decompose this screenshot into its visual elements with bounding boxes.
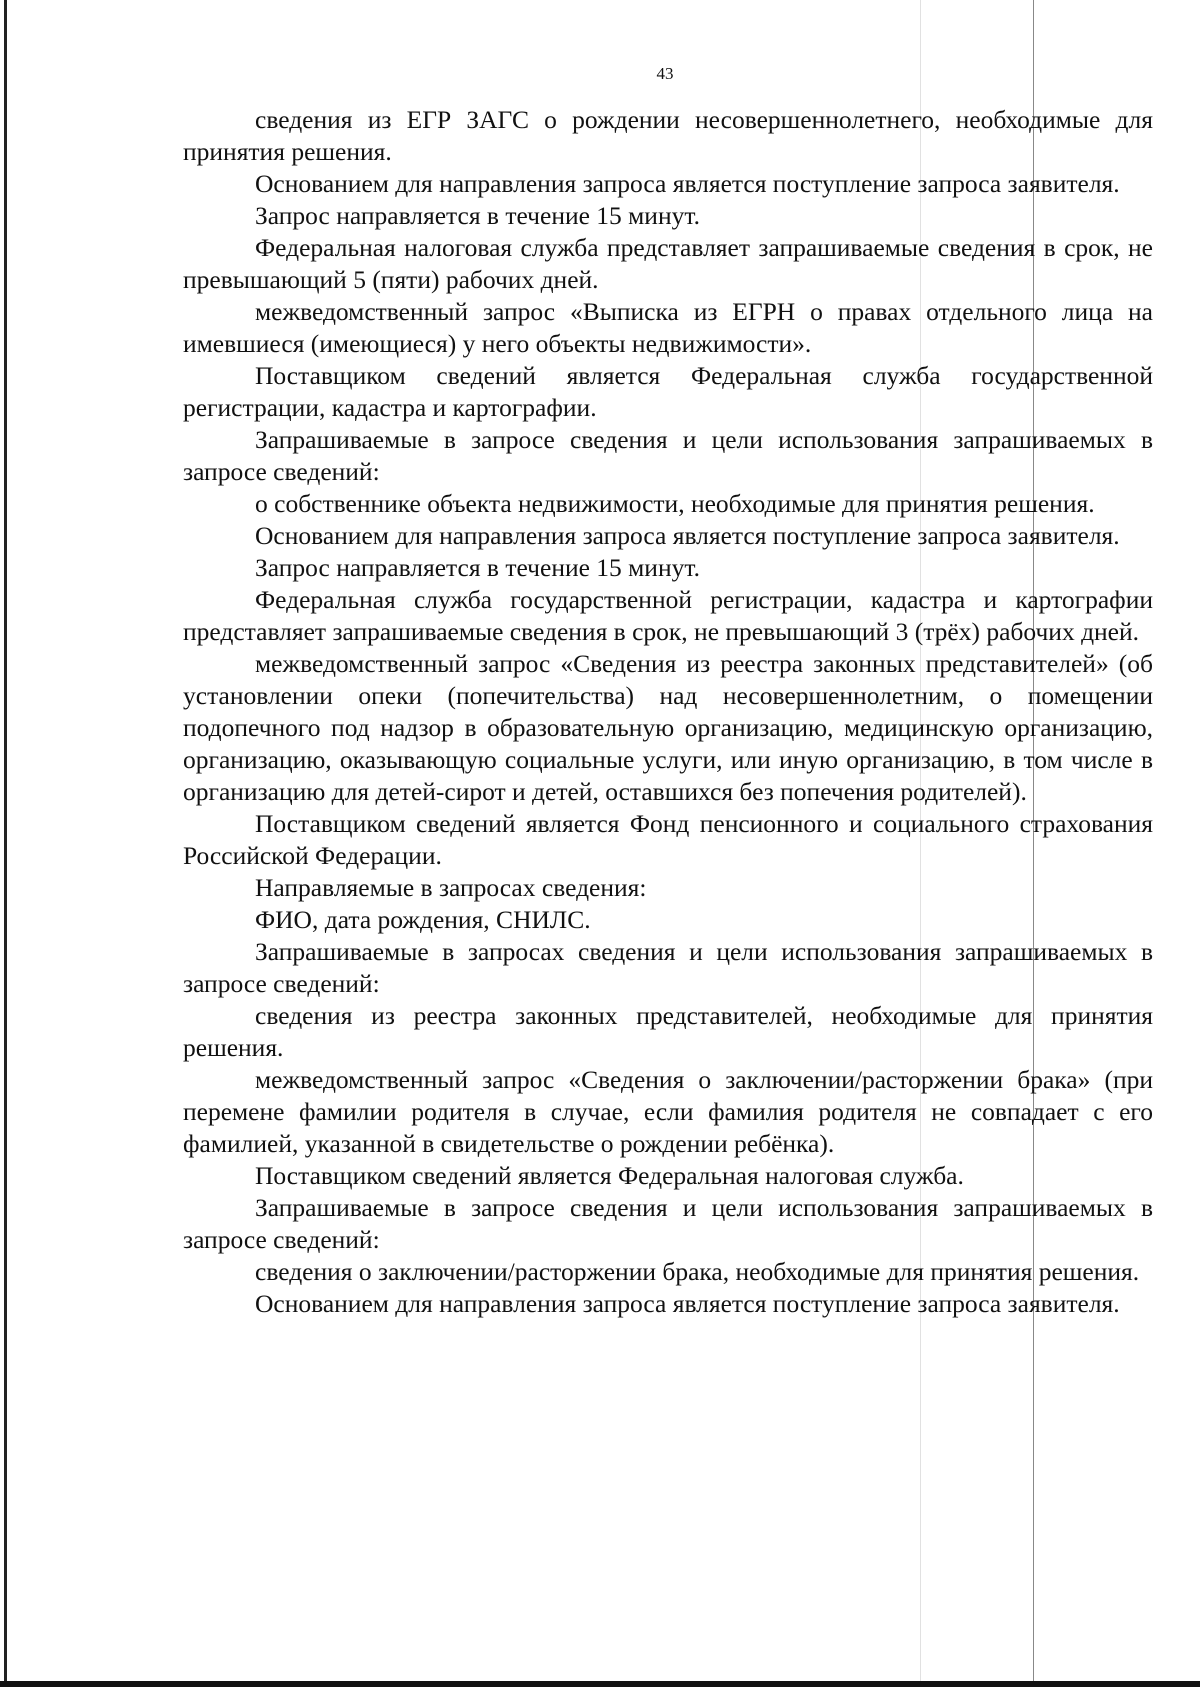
paragraph: Запрашиваемые в запросе сведения и цели использования запрашиваемых в запросе сведений: <box>183 425 1153 486</box>
paragraph: Основанием для направления запроса является поступление запроса заявителя. <box>255 1289 1120 1318</box>
paragraph: сведения о заключении/расторжении брака, необходимые для принятия решения. <box>255 1257 1140 1286</box>
paragraph: Направляемые в запросах сведения: <box>255 873 647 902</box>
paragraph: Федеральная налоговая служба представляет запрашиваемые сведения в срок, не превышающий 5 (пяти) рабочих дней. <box>183 233 1153 294</box>
paragraph: Поставщиком сведений является Федеральная служба государственной регистрации, кадастра и картографии. <box>183 361 1153 422</box>
scan-border-bottom <box>0 1681 1200 1687</box>
paragraph: Поставщиком сведений является Федеральная налоговая служба. <box>255 1161 964 1190</box>
paragraph: Запрос направляется в течение 15 минут. <box>255 201 700 230</box>
scan-border-left <box>4 0 7 1683</box>
paragraph: Запрос направляется в течение 15 минут. <box>255 553 700 582</box>
paragraph: о собственнике объекта недвижимости, необходимые для принятия решения. <box>255 489 1095 518</box>
paragraph: межведомственный запрос «Сведения о заключении/расторжении брака» (при перемене фамилии родителя в случае, если фамилия родителя не совпадает с его фамилией, указанной в свидетельстве о рождении ребёнка). <box>183 1065 1153 1158</box>
paragraph: межведомственный запрос «Сведения из реестра законных представителей» (об установлении опеки (попечительства) над несовершеннолетним, о помещении подопечного под надзор в образовательную организацию, медицинскую организацию, организацию, оказывающую социальные услуги, или иную организацию, в том числе в организацию для детей-сирот и детей, оставшихся без попечения родителей). <box>183 649 1153 806</box>
paragraph: Основанием для направления запроса является поступление запроса заявителя. <box>255 169 1120 198</box>
paragraph: ФИО, дата рождения, СНИЛС. <box>255 905 591 934</box>
paragraph: Основанием для направления запроса является поступление запроса заявителя. <box>255 521 1120 550</box>
paragraph: сведения из ЕГР ЗАГС о рождении несовершеннолетнего, необходимые для принятия решения. <box>183 105 1153 166</box>
paragraph: межведомственный запрос «Выписка из ЕГРН о правах отдельного лица на имевшиеся (имеющиеся) у него объекты недвижимости». <box>183 297 1153 358</box>
paragraph: Поставщиком сведений является Фонд пенсионного и социального страхования Российской Федерации. <box>183 809 1153 870</box>
document-body <box>183 104 1153 1320</box>
paragraph: Федеральная служба государственной регистрации, кадастра и картографии представляет запрашиваемые сведения в срок, не превышающий 3 (трёх) рабочих дней. <box>183 585 1153 646</box>
page-number: 43 <box>656 64 674 83</box>
paragraph: Запрашиваемые в запросе сведения и цели использования запрашиваемых в запросе сведений: <box>183 1193 1153 1254</box>
paragraph: Запрашиваемые в запросах сведения и цели использования запрашиваемых в запросе сведений: <box>183 937 1153 998</box>
paragraph: сведения из реестра законных представителей, необходимые для принятия решения. <box>183 1001 1153 1062</box>
